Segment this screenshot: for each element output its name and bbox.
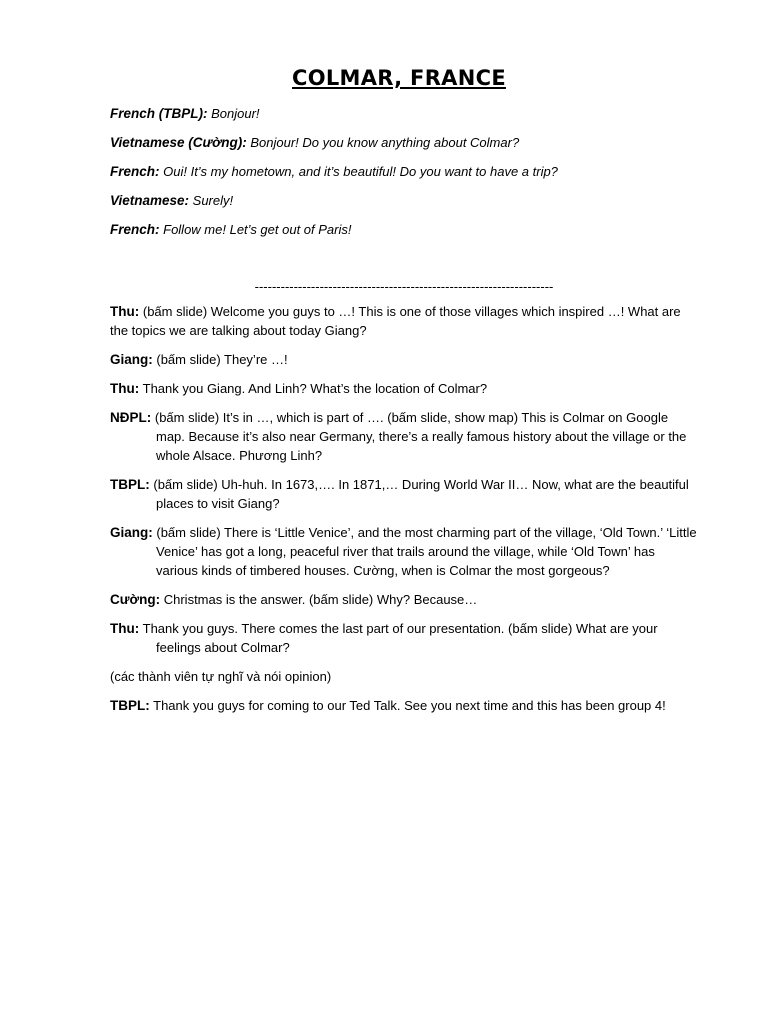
speaker-label: Vietnamese: [110,193,190,208]
document-title: COLMAR, FRANCE [292,66,506,90]
line-text: Bonjour! Do you know anything about Colmar? [246,135,520,150]
intro-line [110,220,698,239]
line-text: (các thành viên tự nghĩ và nói opinion) [110,669,332,684]
intro-line [110,162,698,181]
speaker-label: Thu: [110,304,140,319]
speaker-label: TBPL: [110,477,150,492]
line-text: Oui! It’s my hometown, and it’s beautiful! Do you want to have a trip? [159,164,558,179]
line-text: Thank you Giang. And Linh? What’s the location of Colmar? [139,381,488,396]
section-separator: --------------------------------------------------------------------- [254,279,554,294]
dialogue-line [110,350,698,369]
dialogue-line [110,408,698,465]
intro-line [110,104,698,123]
line-text: Christmas is the answer. (bấm slide) Why? Because… [160,592,478,607]
speaker-label: Cường: [110,592,161,607]
line-text: (bấm slide) Uh-huh. In 1673,…. In 1871,… During World War II… Now, what are the beautiful places to visit Giang? [149,477,689,511]
speaker-label: Vietnamese (Cường): [110,135,247,150]
dialogue-line [110,590,698,609]
line-text: Bonjour! [207,106,260,121]
dialogue-line [110,523,698,580]
line-text: (bấm slide) There is ‘Little Venice’, and the most charming part of the village, ‘Old Town.’ ‘Little Venice’ has got a long, peaceful river that trails around the village, while ‘Old Town’ has various kinds of timbered houses. Cường, when is Colmar the most gorgeous? [152,525,697,578]
intro-section [110,104,698,239]
speaker-label: French: [110,222,160,237]
intro-line [110,191,698,210]
speaker-label: Thu: [110,381,140,396]
line-text: (bấm slide) Welcome you guys to …! This is one of those villages which inspired …! What are the topics we are talking about today Giang? [110,304,681,338]
speaker-label: Giang: [110,525,153,540]
speaker-label: Giang: [110,352,153,367]
intro-line [110,133,698,152]
speaker-label: French: [110,164,160,179]
speaker-label: French (TBPL): [110,106,208,121]
dialogue-line [110,302,698,340]
dialogue-line [110,379,698,398]
dialogue-line [110,475,698,513]
line-text: Thank you guys for coming to our Ted Talk. See you next time and this has been group 4! [149,698,666,713]
line-text: (bấm slide) It’s in …, which is part of …. (bấm slide, show map) This is Colmar on Google map. Because it’s also near Germany, there’s a really famous history about the village or the whole Alsace. Phương Linh? [151,410,687,463]
dialogue-line [110,667,698,686]
dialogue-line [110,696,698,715]
dialogue-section [110,302,698,715]
dialogue-line [110,619,698,657]
speaker-label: Thu: [110,621,140,636]
line-text: Thank you guys. There comes the last part of our presentation. (bấm slide) What are your feelings about Colmar? [139,621,658,655]
line-text: (bấm slide) They’re …! [152,352,288,367]
speaker-label: NĐPL: [110,410,152,425]
line-text: Surely! [189,193,234,208]
speaker-label: TBPL: [110,698,150,713]
line-text: Follow me! Let’s get out of Paris! [159,222,352,237]
